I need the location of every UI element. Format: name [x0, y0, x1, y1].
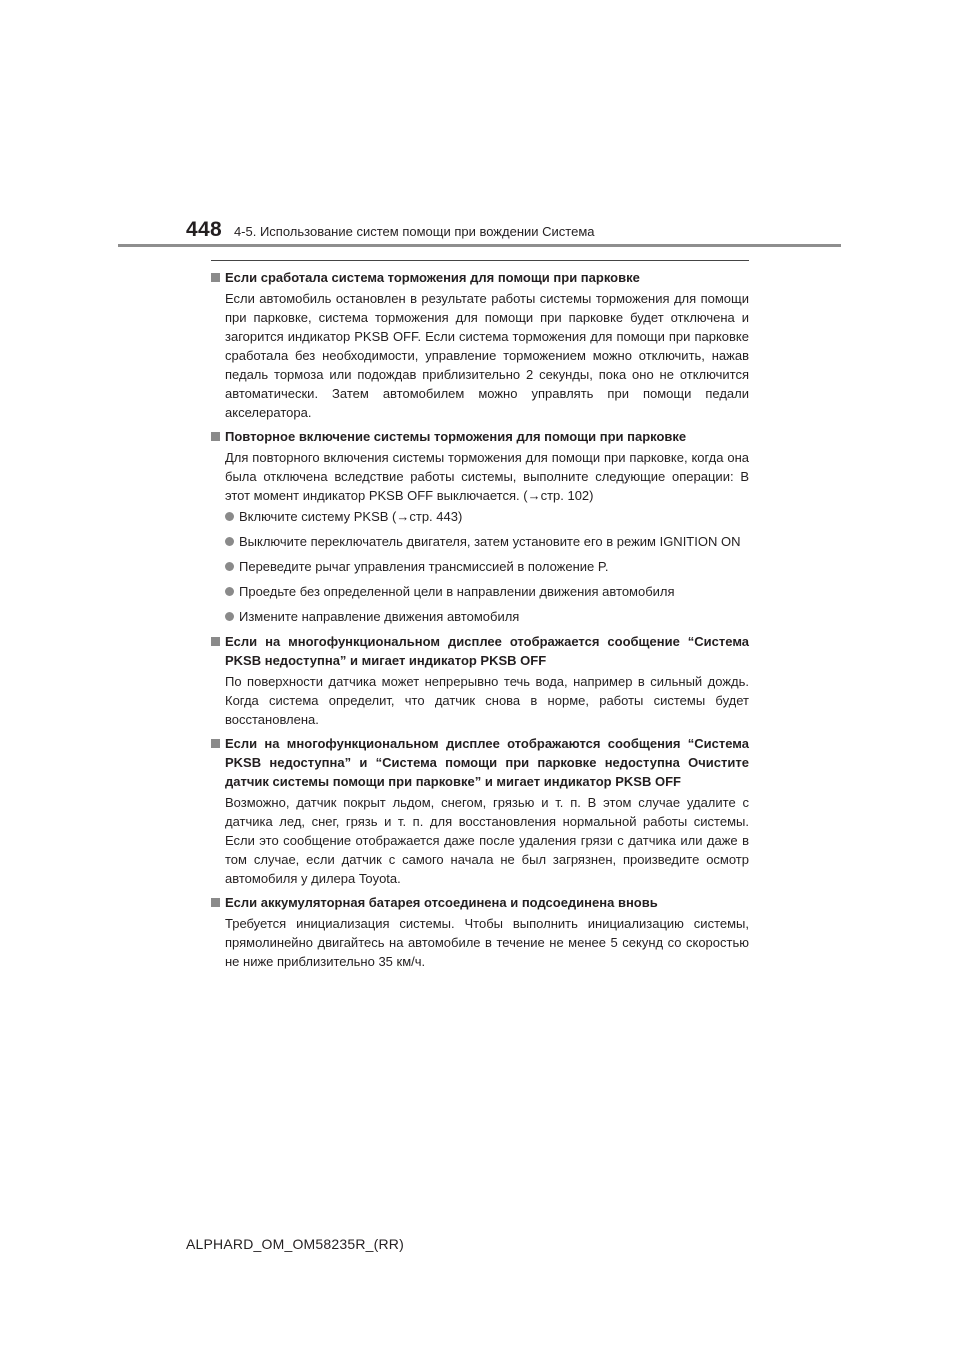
block-body: Требуется инициализация системы. Чтобы выполнить инициализацию системы, прямолинейно двигайтесь на автомобиле в течение не менее 5 секунд со скоростью не ниже приблизительно 35 км/ч.: [225, 916, 749, 969]
header-divider: [118, 244, 841, 247]
circle-bullet-icon: [225, 612, 234, 621]
block-heading: Повторное включение системы торможения для помощи при парковке: [225, 429, 687, 444]
document-code: ALPHARD_OM_OM58235R_(RR): [186, 1236, 404, 1252]
square-bullet-icon: [211, 637, 220, 646]
block-heading: Если на многофункциональном дисплее отображается сообщение “Система PKSB недоступна” и мигает индикатор PKSB OFF: [225, 634, 749, 668]
block-body: По поверхности датчика может непрерывно течь вода, например в сильный дождь. Когда система определит, что датчик снова в норме, работы системы будет восстановлена.: [225, 674, 749, 727]
list-item: Измените направление движения автомобиля: [225, 607, 749, 626]
info-block-battery-reconnected: [211, 893, 749, 971]
info-block-brake-activated: [211, 268, 749, 422]
info-block-pksb-unavailable: [211, 632, 749, 729]
block-heading: Если аккумуляторная батарея отсоединена и подсоединена вновь: [225, 895, 658, 910]
page-content: [211, 268, 749, 976]
circle-bullet-icon: [225, 537, 234, 546]
list-item: Включите систему PKSB (→стр. 443): [225, 507, 749, 526]
info-block-clean-sensor: [211, 734, 749, 888]
block-body: Для повторного включения системы торможения для помощи при парковке, когда она была отключена вследствие работы системы, выполните следующие операции: В этот момент индикатор PKSB OFF выключается. (→стр. 102): [225, 450, 749, 503]
circle-bullet-icon: [225, 562, 234, 571]
page-number: 448: [186, 218, 222, 241]
content-divider: [211, 260, 749, 261]
page-header: [186, 218, 595, 244]
list-item: Проедьте без определенной цели в направлении движения автомобиля: [225, 582, 749, 601]
section-title: 4-5. Использование систем помощи при вождении Система: [233, 224, 595, 239]
square-bullet-icon: [211, 432, 220, 441]
bullet-list: [211, 507, 749, 626]
circle-bullet-icon: [225, 587, 234, 596]
square-bullet-icon: [211, 739, 220, 748]
square-bullet-icon: [211, 898, 220, 907]
block-body: Возможно, датчик покрыт льдом, снегом, грязью и т. п. В этом случае удалите с датчика лед, снег, грязь и т. п. для восстановления нормальной работы системы. Если это сообщение отображается даже после удаления грязи с датчика или даже в том случае, если датчик с самого начала не был загрязнен, произведите осмотр автомобиля у дилера Toyota.: [225, 795, 749, 886]
circle-bullet-icon: [225, 512, 234, 521]
info-block-reenable-brake: [211, 427, 749, 626]
list-item: Выключите переключатель двигателя, затем установите его в режим IGNITION ON: [225, 532, 749, 551]
block-heading: Если сработала система торможения для помощи при парковке: [225, 270, 640, 285]
square-bullet-icon: [211, 273, 220, 282]
block-heading: Если на многофункциональном дисплее отображаются сообщения “Система PKSB недоступна” и “Система помощи при парковке недоступна Очистите датчик системы помощи при парковке” и мигает индикатор PKSB OFF: [225, 736, 749, 789]
list-item: Переведите рычаг управления трансмиссией в положение P.: [225, 557, 749, 576]
block-body: Если автомобиль остановлен в результате работы системы торможения для помощи при парковке, система торможения для помощи при парковке будет отключена и загорится индикатор PKSB OFF. Если система торможения для помощи при парковке сработала без необходимости, управление торможением можно отключить, нажав педаль тормоза или подождав приблизительно 2 секунды, пока оно не отключится автоматически. Затем автомобилем можно управлять при помощи педали акселератора.: [225, 291, 749, 420]
